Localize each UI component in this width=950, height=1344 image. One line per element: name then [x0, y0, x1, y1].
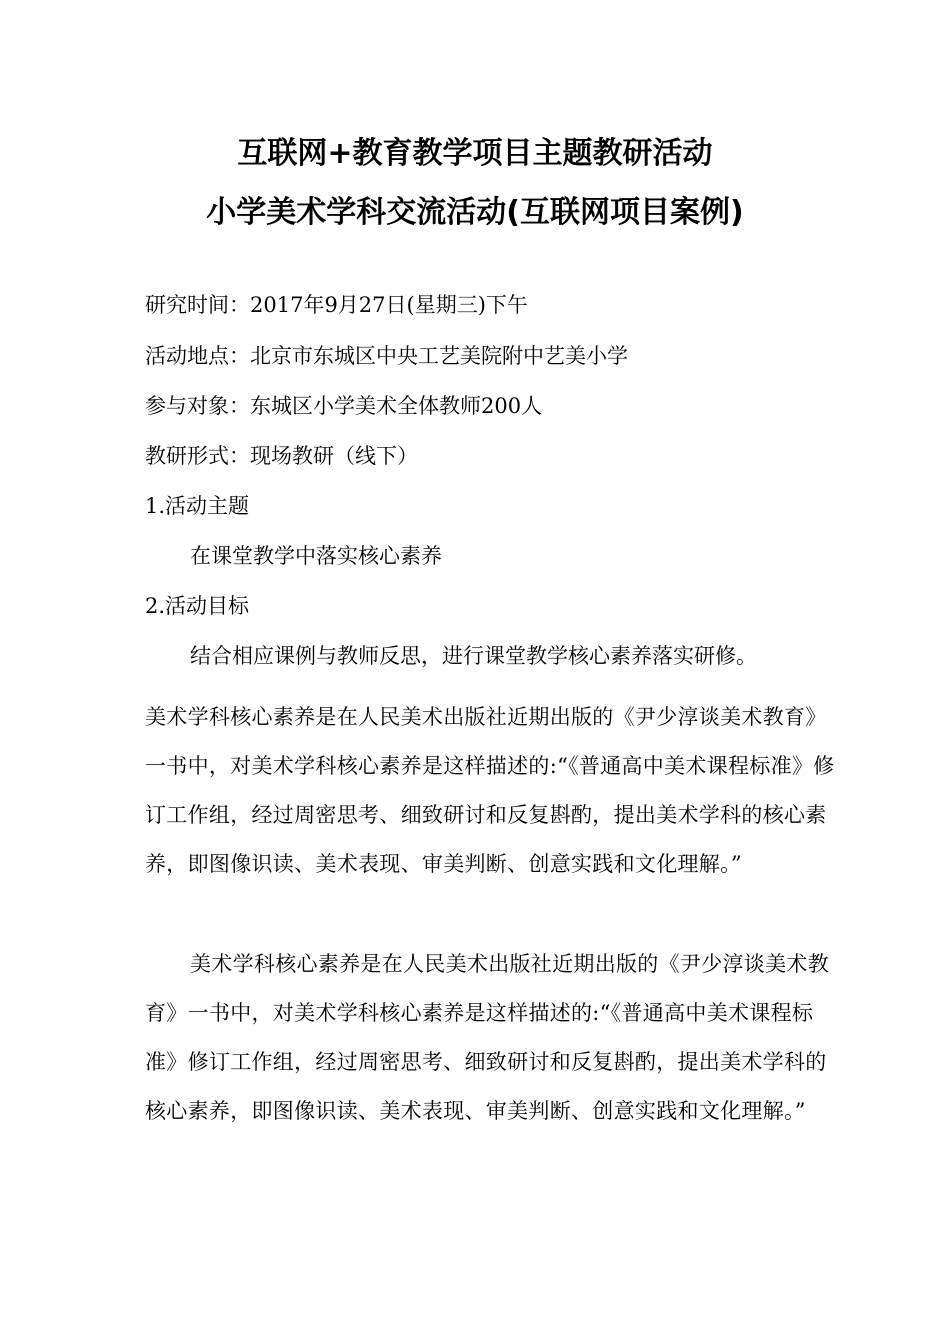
- section-body-theme: 在课堂教学中落实核心素养: [190, 544, 442, 568]
- section-heading-theme: 1.活动主题: [145, 494, 250, 518]
- meta-audience: 参与对象：东城区小学美术全体教师200人: [145, 394, 543, 418]
- document-subtitle: 小学美术学科交流活动(互联网项目案例): [206, 195, 744, 230]
- meta-format: 教研形式：现场教研（线下）: [145, 444, 418, 468]
- section-heading-goal: 2.活动目标: [145, 594, 250, 618]
- section-body-goal: 结合相应课例与教师反思，进行课堂教学核心素养落实研修。: [190, 644, 757, 668]
- meta-place: 活动地点：北京市东城区中央工艺美院附中艺美小学: [145, 344, 628, 368]
- document-title: 互联网+教育教学项目主题教研活动: [237, 136, 713, 171]
- body-paragraph: 美术学科核心素养是在人民美术出版社近期出版的《尹少淳谈美术教育》一书中，对美术学科核心素养是这样描述的:“《普通高中美术课程标准》修订工作组，经过周密思考、细致研讨和反复斟酌，提出美术学科的核心素养，即图像识读、美术表现、审美判断、创意实践和文化理解。”: [145, 952, 829, 1123]
- body-paragraph: 美术学科核心素养是在人民美术出版社近期出版的《尹少淳谈美术教育》一书中，对美术学科核心素养是这样描述的:“《普通高中美术课程标准》修订工作组，经过周密思考、细致研讨和反复斟酌，提出美术学科的核心素养，即图像识读、美术表现、审美判断、创意实践和文化理解。”: [145, 705, 835, 876]
- meta-time: 研究时间：2017年9月27日(星期三)下午: [145, 293, 528, 317]
